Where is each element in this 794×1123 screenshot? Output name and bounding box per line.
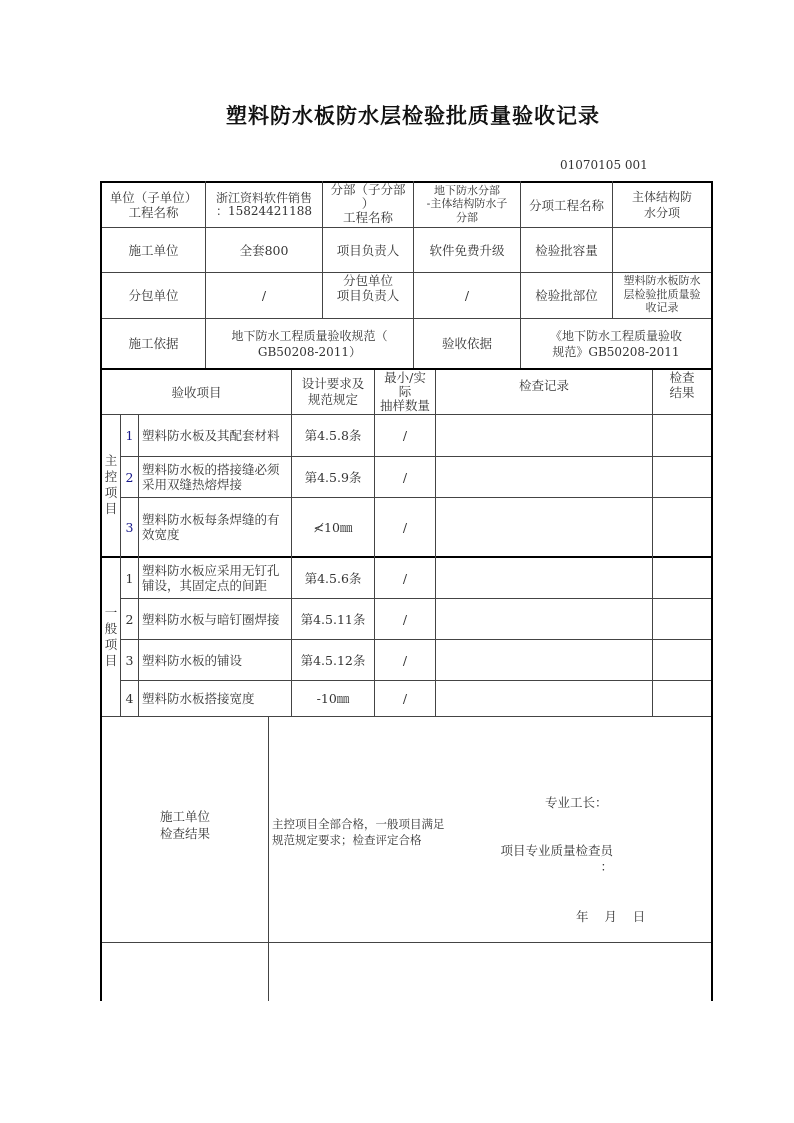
general-row-3-no: 3: [125, 652, 134, 668]
general-row-2-spec: 第4.5.11条: [300, 611, 366, 627]
general-row-4-name: 塑料防水板搭接宽度: [142, 691, 255, 706]
builder-label: 施工单位: [128, 242, 179, 258]
page-title: 塑料防水板防水层检验批质量验收记录: [226, 103, 600, 128]
project-manager-value: 软件免费升级: [429, 242, 505, 258]
general-row-4-spec: -10㎜: [316, 691, 350, 706]
main-row-2-no: 2: [125, 469, 134, 485]
batch-capacity-label: 检验批容量: [535, 242, 598, 258]
col-header-design: 设计要求及 规范规定: [301, 376, 365, 407]
signature-date: 年 月 日: [576, 908, 646, 924]
general-row-1-name: 塑料防水板应采用无钉孔 铺设，其固定点的间距: [142, 563, 280, 593]
col-header-sample: 最小/实 际 抽样数量: [379, 370, 430, 413]
item-project-label: 分项工程名称: [528, 197, 604, 213]
col-header-record: 检查记录: [518, 377, 569, 393]
main-row-3-no: 3: [125, 519, 134, 535]
general-row-1-sample: /: [402, 570, 408, 586]
main-row-3-name: 塑料防水板每条焊缝的有 效宽度: [142, 512, 280, 542]
subcontractor-value: /: [261, 288, 267, 303]
subdivision-value: 地下防水分部 -主体结构防水子 分部: [426, 183, 508, 224]
general-row-1-spec: 第4.5.6条: [304, 570, 362, 586]
main-row-2-sample: /: [402, 469, 408, 485]
col-header-item: 验收项目: [171, 384, 222, 400]
main-row-2-spec: 第4.5.9条: [304, 469, 362, 485]
construction-basis-value: 地下防水工程质量验收规范（ GB50208-2011）: [231, 328, 388, 359]
main-row-1-sample: /: [402, 428, 408, 443]
acceptance-basis-label: 验收依据: [441, 336, 492, 351]
main-row-2-name: 塑料防水板的搭接缝必须 采用双缝热熔焊接: [142, 462, 280, 492]
general-row-4-no: 4: [125, 691, 134, 706]
general-row-3-spec: 第4.5.12条: [300, 652, 366, 668]
main-row-1-no: 1: [125, 428, 134, 443]
main-row-1-name: 塑料防水板及其配套材料: [142, 428, 280, 443]
batch-location-value: 塑料防水板防水 层检验批质量验 收记录: [623, 274, 701, 315]
main-control-label: 主 控 项 目: [104, 453, 118, 516]
general-row-2-name: 塑料防水板与暗钉圈焊接: [142, 611, 280, 627]
general-row-1-no: 1: [125, 570, 134, 586]
general-row-3-sample: /: [402, 652, 408, 668]
sub-manager-label: 分包单位 项目负责人: [336, 273, 400, 303]
main-row-3-sample: /: [402, 519, 408, 535]
sub-manager-value: /: [464, 288, 470, 303]
construction-basis-label: 施工依据: [128, 336, 179, 351]
unit-name-label: 单位（子单位） 工程名称: [109, 190, 198, 220]
foreman-signature-label: 专业工长：: [545, 794, 608, 810]
check-result-text: 主控项目全部合格，一般项目满足 规范规定要求；检查评定合格: [272, 817, 445, 847]
check-result-label: 施工单位 检查结果: [159, 809, 210, 841]
item-project-value: 主体结构防 水分项: [631, 190, 692, 220]
main-row-1-spec: 第4.5.8条: [304, 428, 362, 443]
unit-name-value: 浙江资料软件销售 ：15824421188: [215, 190, 312, 218]
project-manager-label: 项目负责人: [336, 242, 400, 258]
general-row-2-sample: /: [402, 611, 408, 627]
general-row-3-name: 塑料防水板的铺设: [142, 652, 243, 668]
col-header-result: 检查 结果: [669, 370, 695, 400]
subdivision-label: 分部（子分部 ） 工程名称: [330, 182, 406, 225]
general-row-2-no: 2: [125, 611, 134, 627]
acceptance-basis-value: 《地下防水工程质量验收 规范》GB50208-2011: [549, 328, 682, 359]
batch-location-label: 检验批部位: [535, 288, 598, 303]
builder-value: 全套800: [239, 242, 289, 258]
general-row-4-sample: /: [402, 691, 408, 706]
main-row-3-spec: ≮10㎜: [313, 519, 353, 535]
document-code: 01070105 001: [560, 158, 648, 172]
batch-capacity-value: [613, 228, 711, 272]
subcontractor-label: 分包单位: [128, 288, 179, 303]
general-items-label: 一 般 项 目: [104, 605, 118, 668]
inspector-signature-label: 项目专业质量检查员 ：: [500, 843, 613, 874]
